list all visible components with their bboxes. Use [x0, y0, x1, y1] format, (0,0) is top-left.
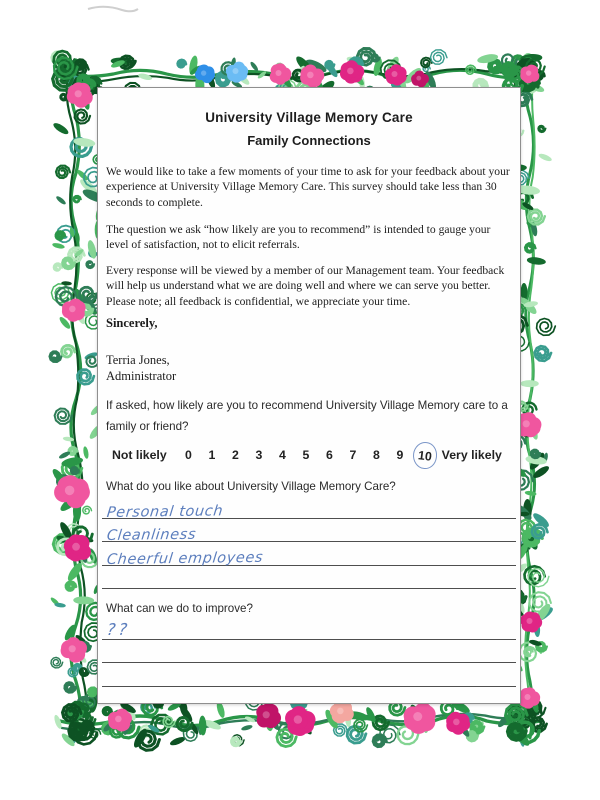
scale-number: 0	[185, 448, 192, 462]
scale-number: 4	[279, 448, 286, 462]
answer-line	[102, 616, 516, 640]
like-answer-lines	[102, 495, 516, 589]
improve-answer-lines	[102, 616, 516, 687]
like-question: What do you like about University Village Memory Care?	[106, 480, 396, 493]
scale-number: 1	[208, 448, 216, 462]
scale-number: 7	[349, 448, 357, 462]
signature-role: Administrator	[106, 369, 177, 383]
selected-rating-circle: 10	[411, 440, 438, 470]
scale-number: 8	[373, 448, 380, 462]
purpose-paragraph: The question we ask “how likely are you to recommend” is intended to gauge your level of satisfaction, not to elicit referrals.	[106, 223, 491, 252]
improve-question: What can we do to improve?	[106, 602, 253, 615]
confidentiality-paragraph: Every response will be viewed by a member of our Management team. Your feedback will help us understand what we are doing well and where we can serve you better. Please note; all feedback is confidential, we appreciate your time.	[106, 264, 505, 308]
handwritten-answer: Personal touch	[106, 502, 225, 521]
scale-number: 5	[302, 448, 310, 462]
handwritten-answer: Cleanliness	[106, 526, 197, 544]
signature-name: Terria Jones,	[106, 353, 170, 367]
recommend-question: If asked, how likely are you to recommend University Village Memory care to a family or friend?	[106, 399, 508, 433]
handwritten-answer: Cheerful employees	[106, 549, 264, 568]
answer-line	[102, 519, 516, 543]
scale-number: 2	[232, 448, 239, 462]
answer-line	[102, 663, 516, 687]
answer-line	[102, 495, 516, 519]
scale-low-label: Not likely	[112, 448, 167, 462]
handwritten-answer: ??	[106, 619, 132, 639]
document-subtitle: Family Connections	[247, 133, 371, 148]
answer-line	[102, 640, 516, 664]
scale-number: 9	[396, 448, 404, 462]
survey-paper	[97, 87, 521, 704]
signature-block	[106, 352, 176, 384]
scale-number: 3	[255, 448, 263, 462]
rating-scale	[112, 440, 512, 470]
closing-salutation: Sincerely,	[106, 316, 158, 330]
answer-line	[102, 542, 516, 566]
answer-line	[102, 566, 516, 590]
intro-paragraph: We would like to take a few moments of your time to ask for your feedback about your experience at University Village Memory Care. This survey should take less than 30 seconds to complete.	[106, 165, 510, 209]
scale-high-label: Very likely	[441, 448, 502, 462]
scale-number: 6	[326, 448, 333, 462]
document-title: University Village Memory Care	[205, 110, 413, 125]
